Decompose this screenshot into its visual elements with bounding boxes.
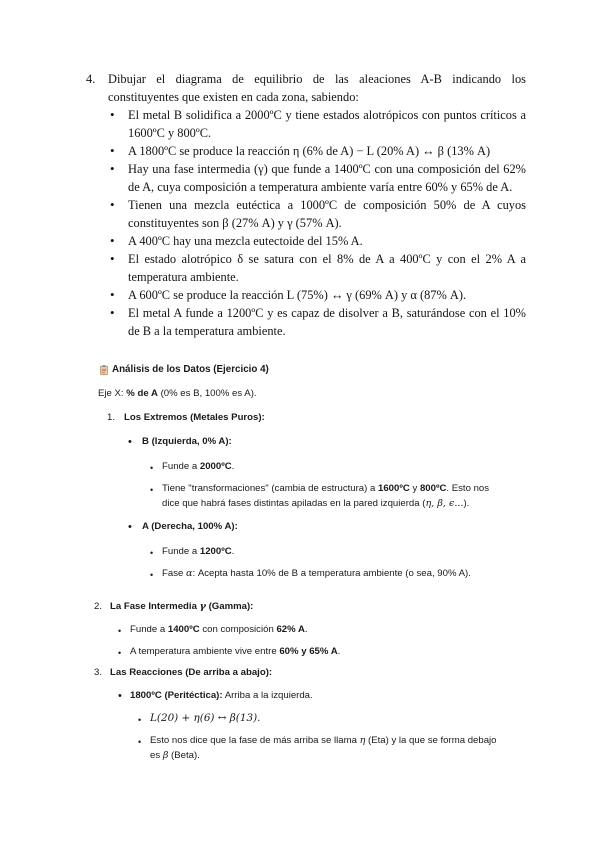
bullet-icon: • [150, 463, 154, 473]
problem-number: 4. [86, 72, 96, 86]
problem-bullet: • A 400ºC hay una mezcla eutectoide del 15% A. [110, 233, 363, 248]
problem-bullet-list [86, 106, 526, 340]
list-item: Funde a 1200ºC. [162, 546, 235, 557]
bullet-icon: • [150, 570, 154, 580]
problem-bullet: • El estado alotrópico δ se satura con el 8% de A a 400ºC y con el 2% A a temperatura ambiente. [110, 251, 526, 284]
analysis-heading-text: Análisis de los Datos (Ejercicio 4) [112, 364, 269, 375]
bullet-icon: • [110, 161, 115, 176]
list-item-continuation: es β (Beta). [150, 750, 200, 761]
problem-stem: Dibujar el diagrama de equilibrio de las aleaciones A-B indicando los constituyentes que existen en cada zona, sabiendo: [108, 72, 526, 104]
bullet-icon: • [118, 626, 122, 636]
clipboard-icon [100, 365, 108, 375]
bullet-icon: • [138, 715, 142, 725]
list-item: Tiene "transformaciones" (cambia de estructura) a 1600ºC y 800ºC. Esto nos [162, 483, 490, 494]
subsection-title: B (Izquierda, 0% A): [142, 436, 232, 447]
list-item: Esto nos dice que la fase de más arriba se llama η (Eta) y la que se forma debajo [150, 735, 497, 746]
bullet-icon: • [128, 521, 132, 533]
bullet-icon: • [110, 233, 115, 248]
bullet-icon: • [110, 107, 115, 122]
list-item: A temperatura ambiente vive entre 60% y 65% A. [130, 646, 341, 657]
bullet-icon: • [118, 690, 122, 702]
problem-bullet: • El metal A funde a 1200ºC y es capaz de disolver a B, saturándose con el 10% de B a la temperatura ambiente. [110, 305, 526, 338]
section-number: 3. [94, 667, 103, 678]
bullet-icon: • [118, 648, 122, 658]
axis-line: Eje X: % de A (0% es B, 100% es A). [98, 388, 257, 399]
subsection-title: A (Derecha, 100% A): [142, 521, 238, 532]
section-number: 2. [94, 601, 103, 612]
bullet-icon: • [110, 197, 115, 212]
bullet-icon: • [110, 251, 115, 266]
list-item-continuation: dice que habrá fases distintas apiladas en la pared izquierda (η, β, ϵ...). [162, 498, 470, 509]
problem-statement [86, 70, 526, 340]
bullet-icon: • [138, 737, 142, 747]
list-item: Funde a 1400ºC con composición 62% A. [130, 624, 308, 635]
bullet-icon: • [150, 548, 154, 558]
problem-bullet: • Hay una fase intermedia (γ) que funde a 1400ºC con una composición del 62% de A, cuya composición a temperatura ambiente varía entre 60% y 65% de A. [110, 161, 526, 194]
problem-bullet: • A 1800ºC se produce la reacción η (6% de A) − L (20% A) ↔ β (13% A) [110, 143, 491, 158]
bullet-icon: • [110, 305, 115, 320]
section-title: La Fase Intermedia γ (Gamma): [110, 601, 254, 612]
problem-bullet: • A 600ºC se produce la reacción L (75%) ↔ γ (69% A) y α (87% A). [110, 287, 467, 302]
problem-bullet: • Tienen una mezcla eutéctica a 1000ºC de composición 50% de A cuyos constituyentes son β (27% A) y γ (57% A). [110, 197, 526, 230]
bullet-icon: • [110, 287, 115, 302]
section-title: Las Reacciones (De arriba a abajo): [110, 667, 273, 678]
section-number: 1. [107, 412, 116, 423]
bullet-icon: • [110, 143, 115, 158]
analysis-heading [100, 364, 269, 375]
reaction-equation: L(20) + η(6) ↔ β(13). [150, 712, 261, 724]
problem-bullet: • El metal B solidifica a 2000ºC y tiene estados alotrópicos con puntos críticos a 1600ºC y 800ºC. [110, 107, 526, 140]
list-item: Funde a 2000ºC. [162, 461, 235, 472]
bullet-icon: • [128, 436, 132, 448]
section-title: Los Extremos (Metales Puros): [124, 412, 265, 423]
list-item: Fase α: Acepta hasta 10% de B a temperatura ambiente (o sea, 90% A). [162, 568, 471, 579]
list-item: 1800ºC (Peritéctica): Arriba a la izquierda. [130, 690, 313, 701]
bullet-icon: • [150, 485, 154, 495]
